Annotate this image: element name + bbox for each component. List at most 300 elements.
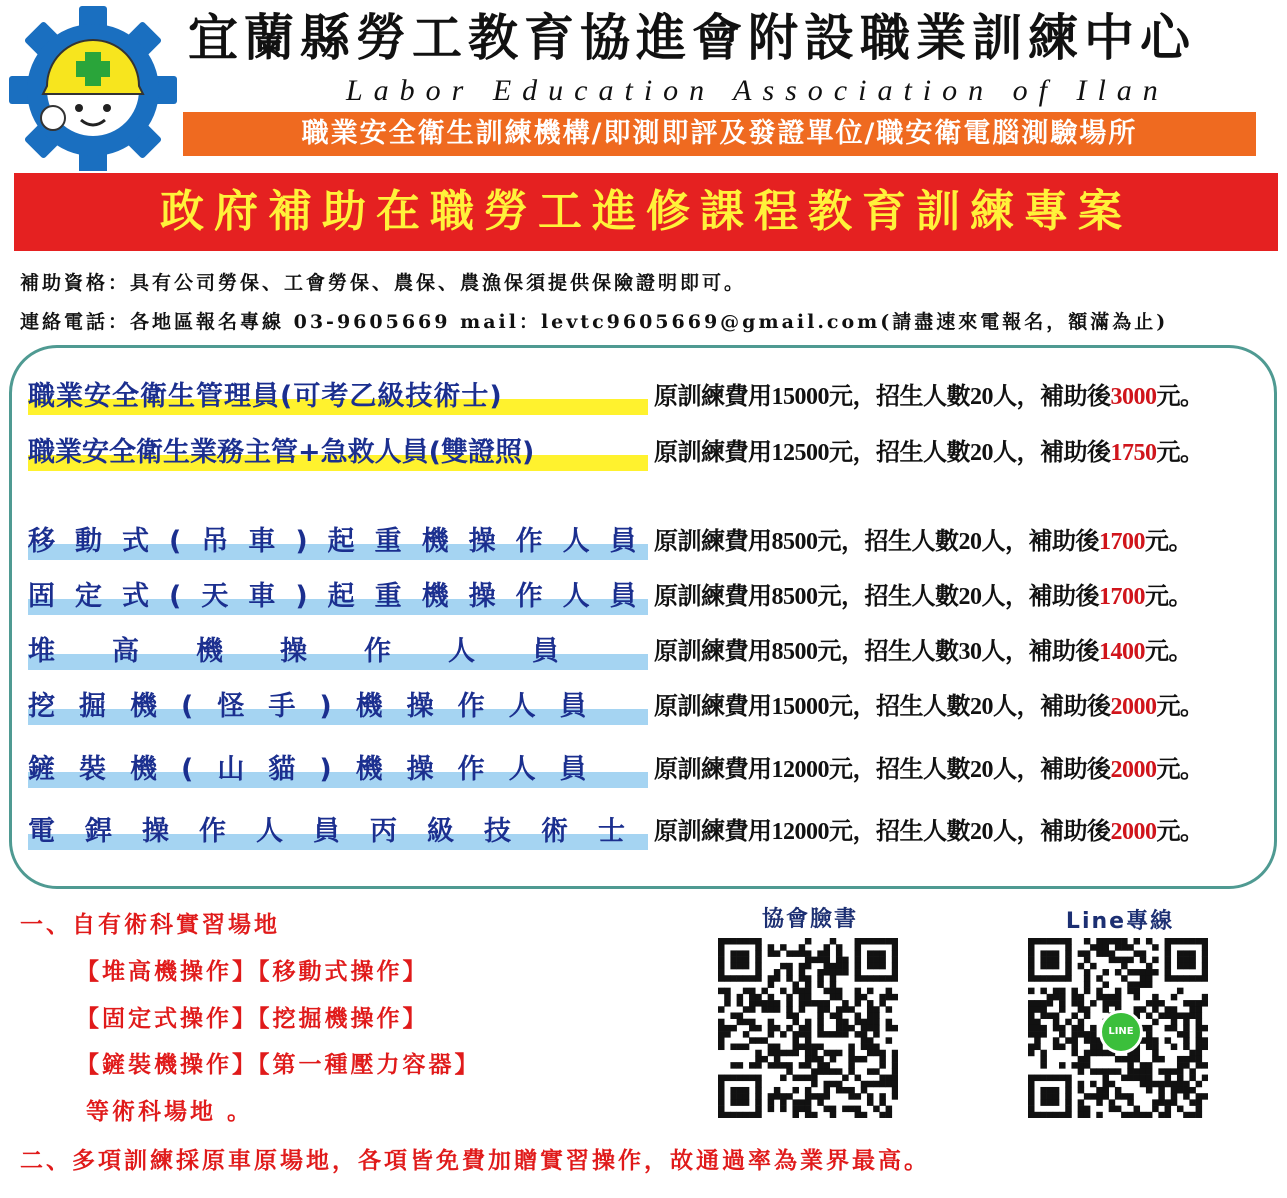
qr-module bbox=[768, 1006, 775, 1013]
qr-module bbox=[792, 1050, 799, 1057]
qr-module bbox=[1121, 1056, 1128, 1063]
qr-module bbox=[1102, 1087, 1109, 1094]
qr-module bbox=[799, 1099, 806, 1106]
subsidy-label: 人，補助後 bbox=[981, 583, 1099, 610]
qr-module bbox=[1165, 975, 1172, 982]
qr-module bbox=[1202, 938, 1208, 945]
qr-module bbox=[1053, 994, 1060, 1001]
qr-module bbox=[1196, 1081, 1203, 1088]
qr-module bbox=[1078, 1112, 1085, 1118]
qr-module bbox=[1071, 994, 1078, 1001]
subsidy-label: 人，補助後 bbox=[981, 528, 1099, 555]
qr-module bbox=[879, 975, 886, 982]
qr-module bbox=[724, 1025, 731, 1032]
qr-module bbox=[1090, 1050, 1097, 1057]
qr-module bbox=[1146, 938, 1153, 945]
qr-module bbox=[1196, 1031, 1203, 1038]
qr-module bbox=[1196, 1025, 1203, 1032]
fee-label: 原訓練費用 bbox=[654, 439, 772, 466]
qr-module bbox=[830, 963, 837, 970]
qr-module bbox=[824, 1031, 831, 1038]
qr-module bbox=[1028, 1000, 1035, 1007]
qr-module bbox=[867, 957, 874, 964]
qr-module bbox=[817, 1062, 824, 1069]
qr-module bbox=[1084, 1050, 1091, 1057]
qr-module bbox=[737, 1000, 744, 1007]
qr-module bbox=[724, 975, 731, 982]
qr-module bbox=[842, 969, 849, 976]
qr-module bbox=[774, 1000, 781, 1007]
qr-module bbox=[1115, 1087, 1122, 1094]
qr-module bbox=[1028, 944, 1035, 951]
qr-module bbox=[1165, 1037, 1172, 1044]
qr-module bbox=[879, 1050, 886, 1057]
qr-module bbox=[1140, 1062, 1147, 1069]
qr-module bbox=[1146, 963, 1153, 970]
qr-module bbox=[1040, 1093, 1047, 1100]
qr-module bbox=[755, 1075, 762, 1082]
qr-module bbox=[855, 1075, 862, 1082]
qr-module bbox=[1059, 938, 1066, 945]
qr-module bbox=[749, 994, 756, 1001]
qr-module bbox=[1158, 1093, 1165, 1100]
qr-module bbox=[836, 957, 843, 964]
qr-module bbox=[836, 988, 843, 995]
qr-module bbox=[1115, 988, 1122, 995]
qr-module bbox=[799, 1031, 806, 1038]
qr-module bbox=[1134, 994, 1141, 1001]
qr-module bbox=[1078, 1087, 1085, 1094]
qr-module bbox=[737, 1012, 744, 1019]
qr-module bbox=[861, 994, 868, 1001]
qr-module bbox=[1040, 1099, 1047, 1106]
qr-module bbox=[743, 1031, 750, 1038]
qr-module bbox=[1084, 1062, 1091, 1069]
qr-module bbox=[1090, 1031, 1097, 1038]
qr-module bbox=[718, 1099, 725, 1106]
qr-module bbox=[1134, 950, 1141, 957]
qr-module bbox=[1183, 1081, 1190, 1088]
qr-module bbox=[1040, 988, 1047, 995]
qr-module bbox=[805, 988, 812, 995]
qr-module bbox=[1127, 1093, 1134, 1100]
qr-module bbox=[1102, 1081, 1109, 1088]
qr-module bbox=[1040, 1012, 1047, 1019]
qr-module bbox=[737, 963, 744, 970]
qr-module bbox=[836, 994, 843, 1001]
qr-module bbox=[892, 1093, 898, 1100]
qr-module bbox=[1202, 944, 1208, 951]
course-fee-detail bbox=[654, 810, 1204, 854]
qr-module bbox=[855, 969, 862, 976]
qr-module bbox=[768, 1025, 775, 1032]
qr-module bbox=[749, 988, 756, 995]
course-row bbox=[28, 630, 1278, 674]
qr-module bbox=[1202, 950, 1208, 957]
qr-module bbox=[1028, 1044, 1035, 1051]
qr-module bbox=[817, 1044, 824, 1051]
qr-module bbox=[836, 1081, 843, 1088]
qr-module bbox=[1189, 975, 1196, 982]
qr-module bbox=[886, 988, 893, 995]
contact-text: 連絡電話：各地區報名專線 03-9605669 mail：levtc9605669@gmail.com(請盡速來電報名，額滿為止) bbox=[20, 311, 1169, 333]
qr-module bbox=[1146, 1025, 1153, 1032]
qr-module bbox=[1196, 938, 1203, 945]
qr-module bbox=[743, 1093, 750, 1100]
qr-module bbox=[873, 1012, 880, 1019]
qr-module bbox=[1171, 975, 1178, 982]
qr-module bbox=[768, 1062, 775, 1069]
qr-module bbox=[1165, 1012, 1172, 1019]
qr-module bbox=[1196, 1044, 1203, 1051]
qr-module bbox=[879, 1093, 886, 1100]
course-name bbox=[28, 630, 648, 674]
qr-module bbox=[1102, 950, 1109, 957]
quota-label: 元，招生人數 bbox=[817, 583, 959, 610]
qr-module bbox=[1109, 1081, 1116, 1088]
qr-module bbox=[1084, 969, 1091, 976]
qr-module bbox=[774, 1062, 781, 1069]
qr-module bbox=[805, 957, 812, 964]
qr-module bbox=[1096, 994, 1103, 1001]
qr-module bbox=[1121, 975, 1128, 982]
qr-module bbox=[892, 1062, 898, 1069]
fee-label: 原訓練費用 bbox=[654, 638, 772, 665]
qr-module bbox=[867, 1012, 874, 1019]
qr-module bbox=[1034, 1112, 1041, 1118]
qr-module bbox=[842, 957, 849, 964]
qr-module bbox=[873, 975, 880, 982]
qr-module bbox=[1071, 1012, 1078, 1019]
unit-label: 元。 bbox=[1156, 439, 1204, 466]
qr-module bbox=[1034, 1019, 1041, 1026]
qr-module bbox=[1152, 1019, 1159, 1026]
qr-module bbox=[817, 1006, 824, 1013]
qr-module bbox=[1071, 1037, 1078, 1044]
qr-module bbox=[1146, 1087, 1153, 1094]
qr-module bbox=[1196, 1006, 1203, 1013]
qr-module bbox=[737, 1099, 744, 1106]
qr-module bbox=[1202, 975, 1208, 982]
qr-module bbox=[892, 1075, 898, 1082]
qr-module bbox=[1065, 944, 1072, 951]
qr-module bbox=[1040, 1087, 1047, 1094]
qr-module bbox=[1202, 1037, 1208, 1044]
qr-module bbox=[836, 944, 843, 951]
course-fee-detail bbox=[654, 431, 1204, 475]
qr-module bbox=[1146, 981, 1153, 988]
qr-module bbox=[805, 981, 812, 988]
qr-module bbox=[755, 1037, 762, 1044]
qr-module bbox=[873, 957, 880, 964]
qr-module bbox=[1146, 1031, 1153, 1038]
qr-module bbox=[1084, 1112, 1091, 1118]
qr-module bbox=[842, 1000, 849, 1007]
facebook-qr-code[interactable] bbox=[718, 938, 898, 1118]
qr-module bbox=[743, 1112, 750, 1118]
qr-module bbox=[1183, 1062, 1190, 1069]
qr-module bbox=[774, 1025, 781, 1032]
qr-module bbox=[799, 1000, 806, 1007]
qr-module bbox=[730, 1025, 737, 1032]
organization-name: 宜蘭縣勞工教育協進會附設職業訓練中心 bbox=[188, 8, 1196, 67]
qr-module bbox=[1047, 1099, 1054, 1106]
qr-module bbox=[811, 1075, 818, 1082]
facilities-list-row: 【鏟裝機操作】【第一種壓力容器】 bbox=[76, 1052, 481, 1078]
qr-module bbox=[799, 969, 806, 976]
qr-module bbox=[1065, 975, 1072, 982]
qr-module bbox=[1134, 1112, 1141, 1118]
unit-label: 元。 bbox=[1156, 818, 1204, 845]
qr-module bbox=[1090, 1025, 1097, 1032]
qr-module bbox=[817, 975, 824, 982]
qr-module bbox=[1165, 938, 1172, 945]
qr-module bbox=[755, 1106, 762, 1113]
qr-module bbox=[1065, 969, 1072, 976]
qr-module bbox=[718, 1081, 725, 1088]
qr-module bbox=[1065, 1106, 1072, 1113]
qr-module bbox=[1165, 1025, 1172, 1032]
subsidy-label: 人，補助後 bbox=[993, 383, 1111, 410]
qr-module bbox=[1084, 1037, 1091, 1044]
qr-module bbox=[836, 950, 843, 957]
qr-module bbox=[792, 1037, 799, 1044]
qr-module bbox=[1183, 1037, 1190, 1044]
qr-module bbox=[1171, 938, 1178, 945]
qr-module bbox=[836, 1087, 843, 1094]
qr-module bbox=[718, 1025, 725, 1032]
qr-module bbox=[755, 938, 762, 945]
quota-label: 元，招生人數 bbox=[829, 756, 970, 783]
qr-module bbox=[718, 938, 725, 945]
qr-module bbox=[1202, 969, 1208, 976]
qr-module bbox=[1146, 1112, 1153, 1118]
qr-module bbox=[743, 1006, 750, 1013]
qr-module bbox=[873, 1068, 880, 1075]
qr-module bbox=[737, 1087, 744, 1094]
qr-module bbox=[1183, 1000, 1190, 1007]
qr-module bbox=[1196, 1050, 1203, 1057]
qr-module bbox=[1040, 1025, 1047, 1032]
qr-module bbox=[755, 975, 762, 982]
qr-module bbox=[1078, 1019, 1085, 1026]
qr-module bbox=[1102, 1006, 1109, 1013]
qr-module bbox=[1202, 963, 1208, 970]
qr-module bbox=[1146, 1037, 1153, 1044]
quota-value: 30 bbox=[958, 639, 982, 665]
qr-module bbox=[718, 1006, 725, 1013]
qr-module bbox=[730, 1112, 737, 1118]
program-banner: 政府補助在職勞工進修課程教育訓練專案 bbox=[14, 173, 1278, 251]
qr-module bbox=[836, 1012, 843, 1019]
qr-module bbox=[718, 975, 725, 982]
qr-module bbox=[718, 1037, 725, 1044]
qr-module bbox=[824, 944, 831, 951]
qr-module bbox=[718, 1075, 725, 1082]
qr-module bbox=[817, 1025, 824, 1032]
quota-value: 20 bbox=[970, 757, 993, 783]
qr-module bbox=[1189, 1075, 1196, 1082]
qr-module bbox=[1053, 1099, 1060, 1106]
qr-module bbox=[873, 1019, 880, 1026]
qr-module bbox=[1053, 1037, 1060, 1044]
qr-module bbox=[805, 963, 812, 970]
qr-module bbox=[768, 950, 775, 957]
qr-module bbox=[780, 963, 787, 970]
qr-module bbox=[755, 1050, 762, 1057]
qr-module bbox=[1028, 1106, 1035, 1113]
qr-module bbox=[1102, 938, 1109, 945]
qr-module bbox=[1096, 944, 1103, 951]
qr-module bbox=[1189, 1056, 1196, 1063]
qr-module bbox=[768, 994, 775, 1001]
qr-module bbox=[1028, 1099, 1035, 1106]
qr-module bbox=[1096, 1112, 1103, 1118]
qr-module bbox=[1034, 1044, 1041, 1051]
qr-module bbox=[830, 1081, 837, 1088]
qr-module bbox=[1078, 950, 1085, 957]
qr-module bbox=[730, 1099, 737, 1106]
qr-module bbox=[1102, 1000, 1109, 1007]
quota-value: 20 bbox=[970, 440, 993, 466]
course-fee-detail bbox=[654, 748, 1204, 792]
qr-module bbox=[749, 1019, 756, 1026]
qr-module bbox=[730, 1012, 737, 1019]
facilities-heading: 一、自有術科實習場地 bbox=[20, 912, 280, 938]
qr-module bbox=[1183, 975, 1190, 982]
fee-value: 8500 bbox=[771, 584, 818, 610]
qr-module bbox=[879, 963, 886, 970]
qr-module bbox=[1196, 1093, 1203, 1100]
qr-module bbox=[805, 1019, 812, 1026]
qr-module bbox=[1196, 1106, 1203, 1113]
qr-module bbox=[1177, 963, 1184, 970]
course-name bbox=[28, 685, 648, 729]
qr-module bbox=[1165, 957, 1172, 964]
qr-module bbox=[1177, 1068, 1184, 1075]
qr-module bbox=[755, 1081, 762, 1088]
qr-module bbox=[1040, 950, 1047, 957]
qr-module bbox=[737, 1019, 744, 1026]
qr-module bbox=[786, 1006, 793, 1013]
qr-module bbox=[886, 938, 893, 945]
qr-module bbox=[886, 1006, 893, 1013]
qr-module bbox=[811, 1044, 818, 1051]
qr-module bbox=[730, 1044, 737, 1051]
qr-module bbox=[1140, 981, 1147, 988]
qr-module bbox=[1078, 1081, 1085, 1088]
qr-module bbox=[761, 1056, 768, 1063]
qr-module bbox=[805, 1025, 812, 1032]
qr-module bbox=[1084, 1012, 1091, 1019]
qr-module bbox=[1040, 1075, 1047, 1082]
qr-module bbox=[1028, 1093, 1035, 1100]
qr-module bbox=[1084, 957, 1091, 964]
qr-module bbox=[786, 950, 793, 957]
qr-module bbox=[1158, 1087, 1165, 1094]
qr-module bbox=[718, 1044, 725, 1051]
qr-module bbox=[724, 1000, 731, 1007]
qr-module bbox=[786, 1000, 793, 1007]
qr-module bbox=[873, 1081, 880, 1088]
fee-label: 原訓練費用 bbox=[654, 528, 772, 555]
qr-module bbox=[824, 988, 831, 995]
qr-module bbox=[1096, 975, 1103, 982]
subsidy-label: 人，補助後 bbox=[993, 756, 1111, 783]
qr-module bbox=[817, 1031, 824, 1038]
qr-module bbox=[1090, 1068, 1097, 1075]
fee-label: 原訓練費用 bbox=[654, 818, 772, 845]
qr-module bbox=[1158, 1012, 1165, 1019]
qr-module bbox=[1134, 938, 1141, 945]
qr-module bbox=[792, 1019, 799, 1026]
qr-module bbox=[1065, 938, 1072, 945]
qr-module bbox=[786, 969, 793, 976]
qr-module bbox=[755, 994, 762, 1001]
qr-module bbox=[855, 1000, 862, 1007]
qr-module bbox=[848, 1106, 855, 1113]
qr-module bbox=[824, 1087, 831, 1094]
qr-module bbox=[811, 1068, 818, 1075]
qr-module bbox=[886, 975, 893, 982]
qr-module bbox=[811, 1056, 818, 1063]
qr-module bbox=[805, 1044, 812, 1051]
qr-module bbox=[1065, 1075, 1072, 1082]
training-note: 二、多項訓練採原車原場地，各項皆免費加贈實習操作，故通過率為業界最高。 bbox=[20, 1148, 930, 1174]
qr-module bbox=[1034, 1037, 1041, 1044]
qr-module bbox=[1078, 1106, 1085, 1113]
qr-module bbox=[792, 1112, 799, 1118]
qr-module bbox=[1047, 1112, 1054, 1118]
qr-module bbox=[848, 1056, 855, 1063]
qr-module bbox=[1065, 1081, 1072, 1088]
qr-module bbox=[824, 957, 831, 964]
fee-value: 8500 bbox=[771, 639, 818, 665]
qr-module bbox=[1152, 957, 1159, 964]
qr-module bbox=[799, 988, 806, 995]
qr-module bbox=[737, 938, 744, 945]
qr-module bbox=[861, 975, 868, 982]
course-row bbox=[28, 810, 1278, 854]
qr-module bbox=[861, 1019, 868, 1026]
quota-label: 元，招生人數 bbox=[829, 439, 970, 466]
qr-module bbox=[1152, 1081, 1159, 1088]
qr-module bbox=[730, 963, 737, 970]
qr-module bbox=[1078, 1062, 1085, 1069]
qr-module bbox=[780, 1099, 787, 1106]
qr-module bbox=[861, 938, 868, 945]
qr-module bbox=[1196, 975, 1203, 982]
qr-module bbox=[805, 1062, 812, 1069]
course-name-text: 移動式(吊車)起重機操作人員 bbox=[28, 526, 657, 557]
quota-label: 元，招生人數 bbox=[817, 638, 959, 665]
qr-module bbox=[755, 1087, 762, 1094]
qr-module bbox=[879, 1062, 886, 1069]
qr-module bbox=[1171, 1081, 1178, 1088]
qr-module bbox=[1047, 1012, 1054, 1019]
qr-module bbox=[1071, 988, 1078, 995]
subsidy-label: 人，補助後 bbox=[993, 439, 1111, 466]
qr-module bbox=[1189, 1087, 1196, 1094]
qr-module bbox=[1134, 981, 1141, 988]
qr-module bbox=[892, 1068, 898, 1075]
qr-module bbox=[892, 994, 898, 1001]
qr-module bbox=[718, 1019, 725, 1026]
qr-module bbox=[1096, 938, 1103, 945]
qr-module bbox=[817, 950, 824, 957]
qr-module bbox=[1084, 938, 1091, 945]
qr-module bbox=[886, 1025, 893, 1032]
